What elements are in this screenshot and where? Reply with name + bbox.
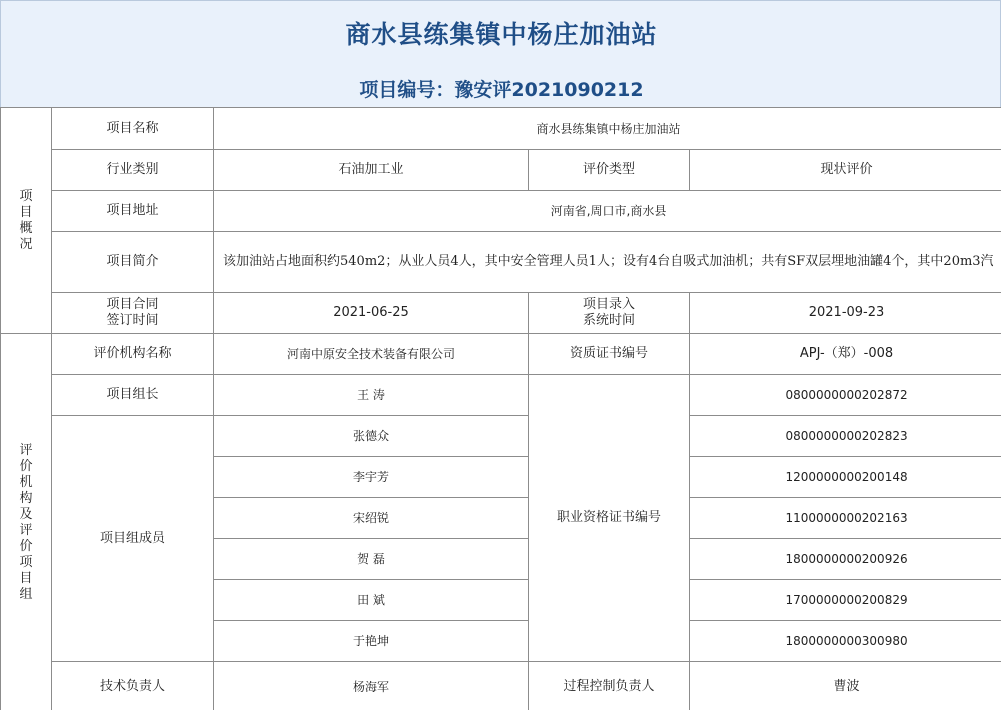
industry-label: 行业类别	[52, 150, 214, 191]
member-name: 李宇芳	[214, 457, 529, 498]
row-industry	[1, 150, 1001, 191]
address-value: 河南省,周口市,商水县	[214, 191, 1001, 232]
leader-label: 项目组长	[52, 375, 214, 416]
contract-date-value: 2021-06-25	[214, 293, 529, 334]
member-cert: 1800000000200926	[690, 539, 1001, 580]
member-cert: 1700000000200829	[690, 580, 1001, 621]
row-leader	[1, 375, 1001, 416]
project-name-value: 商水县练集镇中杨庄加油站	[214, 108, 1001, 150]
row-address	[1, 191, 1001, 232]
member-cert: 1800000000300980	[690, 621, 1001, 662]
eval-type-value: 现状评价	[690, 150, 1001, 191]
industry-value: 石油加工业	[214, 150, 529, 191]
contract-date-label: 项目合同 签订时间	[52, 293, 214, 334]
page-header	[0, 0, 1001, 107]
member-cert: 1200000000200148	[690, 457, 1001, 498]
tech-lead-label: 技术负责人	[52, 662, 214, 713]
row-org	[1, 334, 1001, 375]
entry-date-value: 2021-09-23	[690, 293, 1001, 334]
leader-name: 王 涛	[214, 375, 529, 416]
cert-value: APJ-（郑）-008	[690, 334, 1001, 375]
project-name-label: 项目名称	[52, 108, 214, 150]
row-intro	[1, 232, 1001, 293]
process-lead-label: 过程控制负责人	[529, 662, 690, 713]
process-lead-value: 曹波	[690, 662, 1001, 713]
intro-value: 该加油站占地面积约540m2；从业人员4人，其中安全管理人员1人；设有4台自吸式加油机；共有SF双层埋地油罐4个，其中20m3汽	[214, 232, 1001, 293]
section-label-evaluation: 评 价 机 构 及 评 价 项 目 组	[1, 334, 52, 713]
eval-type-label: 评价类型	[529, 150, 690, 191]
project-number: 项目编号：豫安评2021090212	[359, 79, 644, 101]
page-title: 商水县练集镇中杨庄加油站	[345, 20, 658, 49]
qual-cert-label: 职业资格证书编号	[529, 375, 690, 662]
member-name: 贺 磊	[214, 539, 529, 580]
section-label-overview: 项 目 概 况	[1, 108, 52, 334]
row-dates	[1, 293, 1001, 334]
address-label: 项目地址	[52, 191, 214, 232]
row-project-name	[1, 108, 1001, 150]
org-label: 评价机构名称	[52, 334, 214, 375]
member-name: 张德众	[214, 416, 529, 457]
cert-label: 资质证书编号	[529, 334, 690, 375]
project-info-table	[0, 107, 1001, 713]
bottom-strip	[0, 710, 1001, 716]
members-label: 项目组成员	[52, 416, 214, 662]
member-name: 宋绍锐	[214, 498, 529, 539]
member-row	[1, 416, 1001, 457]
member-name: 田 斌	[214, 580, 529, 621]
tech-lead-value: 杨海军	[214, 662, 529, 713]
intro-label: 项目简介	[52, 232, 214, 293]
row-leads	[1, 662, 1001, 713]
leader-cert: 0800000000202872	[690, 375, 1001, 416]
org-value: 河南中原安全技术装备有限公司	[214, 334, 529, 375]
member-name: 于艳坤	[214, 621, 529, 662]
entry-date-label: 项目录入 系统时间	[529, 293, 690, 334]
member-cert: 1100000000202163	[690, 498, 1001, 539]
member-cert: 0800000000202823	[690, 416, 1001, 457]
